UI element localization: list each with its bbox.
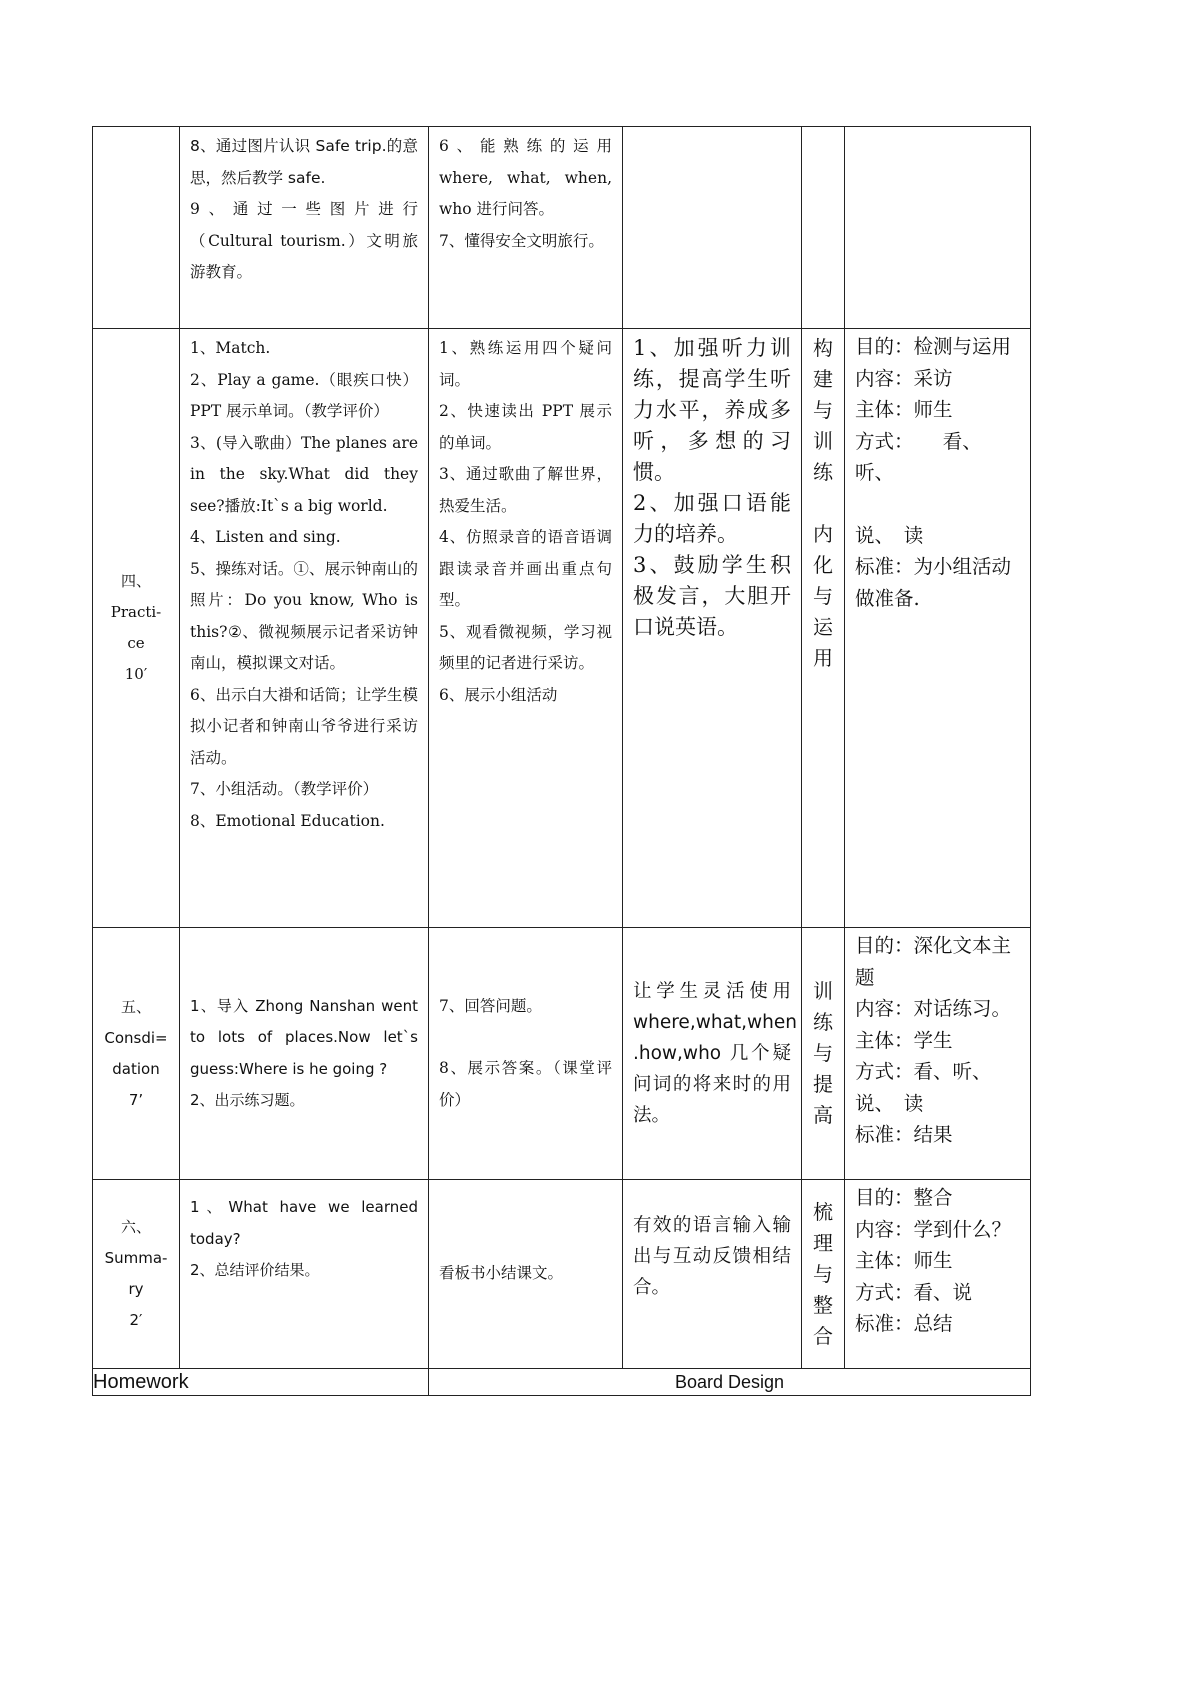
mode-spacer xyxy=(802,488,844,519)
criteria-item: 方式： 看、听、 xyxy=(855,429,982,484)
mode-char: 梳 xyxy=(813,1199,833,1224)
mode-char: 与 xyxy=(813,1041,833,1065)
stage-name: Summa- xyxy=(104,1249,168,1267)
criteria-item: 标准：为小组活动做准备. xyxy=(855,555,1012,610)
lesson-plan-table xyxy=(92,126,1031,1396)
student-item: 4、仿照录音的语音语调跟读录音并画出重点句型。 xyxy=(439,528,612,609)
mode-char: 内 xyxy=(813,522,833,546)
stage-cell xyxy=(93,127,180,329)
table-row xyxy=(93,928,1031,1180)
board-design-header: Board Design xyxy=(429,1369,1031,1396)
procedure-item: 1、What have we learned today? xyxy=(190,1198,418,1248)
criteria-cell xyxy=(845,928,1031,1180)
table-row xyxy=(93,127,1031,329)
table-row xyxy=(93,329,1031,928)
table-row xyxy=(93,1369,1031,1396)
procedure-item: 1、导入 Zhong Nanshan went to lots of places.Now let`s guess:Where is he going ? xyxy=(190,996,418,1078)
student-activity-cell xyxy=(429,127,623,329)
student-item: 5、观看微视频，学习视频里的记者进行采访。 xyxy=(439,622,612,672)
criteria-item: 主体：师生 xyxy=(855,1249,953,1272)
teacher-procedure-cell xyxy=(180,928,429,1180)
criteria-item: 内容：学到什么？ xyxy=(855,1217,1012,1241)
procedure-item: 7、小组活动。（教学评价） xyxy=(190,780,379,798)
student-item: 6、展示小组活动 xyxy=(439,685,558,704)
stage-time: 7’ xyxy=(128,1090,144,1109)
criteria-item: 目的：深化文本主题 xyxy=(855,934,1012,989)
mode-char: 练 xyxy=(813,1010,833,1034)
stage-cell xyxy=(93,1180,180,1369)
table-row xyxy=(93,1180,1031,1369)
mode-char: 提 xyxy=(813,1072,833,1096)
goal-cell xyxy=(623,1180,802,1369)
student-activity-cell xyxy=(429,928,623,1180)
criteria-cell xyxy=(845,1180,1031,1369)
procedure-item: 2、出示练习题。 xyxy=(190,1091,305,1109)
mode-char: 训 xyxy=(813,429,833,453)
goal-item: 有效的语言输入输出与互动反馈相结合。 xyxy=(633,1215,791,1298)
stage-number: 四、 xyxy=(120,572,151,590)
criteria-item: 标准：结果 xyxy=(855,1123,953,1146)
student-activity-cell xyxy=(429,329,623,928)
student-item: 1、熟练运用四个疑问词。 xyxy=(439,339,612,389)
mode-char: 训 xyxy=(813,979,833,1003)
mode-char: 整 xyxy=(813,1292,833,1317)
stage-name-cont: ce xyxy=(127,634,145,652)
mode-cell xyxy=(802,1180,845,1369)
criteria-item: 目的：检测与运用 xyxy=(855,335,1012,358)
mode-cell xyxy=(802,127,845,329)
mode-char: 练 xyxy=(813,460,833,484)
goal-item: 2、加强口语能力的培养。 xyxy=(633,491,791,546)
stage-number: 六、 xyxy=(120,1218,151,1236)
homework-header: Homework xyxy=(93,1369,429,1396)
mode-char: 运 xyxy=(813,615,833,639)
procedure-item: 9、通过一些图片进行（Cultural tourism.）文明旅游教育。 xyxy=(190,200,418,281)
procedure-item: 3、(导入歌曲）The planes are in the sky.What did they see?播放:It`s a big world. xyxy=(190,433,418,515)
stage-name: Consdi= xyxy=(104,1028,168,1047)
procedure-item: 8、通过图片认识 Safe trip.的意思，然后教学 safe. xyxy=(190,137,418,187)
goal-item: 3、鼓励学生积极发言，大胆开口说英语。 xyxy=(633,553,791,639)
student-item: 3、通过歌曲了解世界，热爱生活。 xyxy=(439,465,612,515)
mode-cell xyxy=(802,329,845,928)
stage-time: 2′ xyxy=(129,1311,143,1329)
mode-char: 与 xyxy=(813,584,833,608)
procedure-item: 6、出示白大褂和话筒；让学生模拟小记者和钟南山爷爷进行采访活动。 xyxy=(190,685,418,767)
stage-number: 五、 xyxy=(120,997,151,1016)
stage-cell xyxy=(93,329,180,928)
criteria-cell xyxy=(845,127,1031,329)
procedure-item: 8、Emotional Education. xyxy=(190,811,385,830)
mode-char: 用 xyxy=(813,646,833,670)
procedure-item: 1、Match. xyxy=(190,339,271,357)
goal-cell xyxy=(623,127,802,329)
mode-char: 高 xyxy=(813,1103,833,1127)
stage-name: Practi- xyxy=(110,603,162,621)
student-item: 6、能熟练的运用 where, what, when, who 进行问答。 xyxy=(439,137,612,218)
student-activity-cell xyxy=(429,1180,623,1369)
mode-char: 与 xyxy=(813,1261,833,1286)
teacher-procedure-cell xyxy=(180,1180,429,1369)
teacher-procedure-cell xyxy=(180,329,429,928)
stage-cell xyxy=(93,928,180,1180)
mode-char: 与 xyxy=(813,398,833,422)
student-item: 2、快速读出 PPT 展示的单词。 xyxy=(439,402,612,452)
mode-char: 构 xyxy=(813,336,833,360)
criteria-item: 标准：总结 xyxy=(855,1312,953,1335)
procedure-item: 4、Listen and sing. xyxy=(190,528,341,546)
criteria-item: 说、 读 xyxy=(855,523,924,547)
stage-name-cont: ry xyxy=(128,1280,144,1298)
criteria-item: 内容：对话练习。 xyxy=(855,997,1012,1020)
criteria-item: 方式：看、说 xyxy=(855,1280,973,1304)
mode-char: 理 xyxy=(813,1230,833,1255)
criteria-item: 主体：师生 xyxy=(855,398,953,421)
stage-time: 10′ xyxy=(124,665,148,683)
goal-cell xyxy=(623,928,802,1180)
goal-item: 1、加强听力训练，提高学生听力水平，养成多听，多想的习惯。 xyxy=(633,336,791,484)
criteria-item: 方式：看、听、说、 读 xyxy=(855,1060,992,1115)
student-item: 看板书小结课文。 xyxy=(439,1264,564,1283)
goal-cell xyxy=(623,329,802,928)
criteria-item: 目的：整合 xyxy=(855,1186,953,1209)
criteria-spacer xyxy=(855,489,1020,520)
mode-char: 建 xyxy=(813,367,833,391)
mode-cell xyxy=(802,928,845,1180)
student-item: 7、回答问题。 xyxy=(439,996,542,1015)
teacher-procedure-cell xyxy=(180,127,429,329)
criteria-item: 内容：采访 xyxy=(855,366,953,390)
criteria-item: 主体：学生 xyxy=(855,1028,953,1052)
procedure-item: 2、Play a game.（眼疾口快）PPT 展示单词。（教学评价） xyxy=(190,370,418,420)
student-item: 8、展示答案。（课堂评价） xyxy=(439,1059,612,1109)
goal-item: 让学生灵活使用 where,what,when .how,who 几个疑问词的将来时的用法。 xyxy=(633,981,797,1126)
student-spacer xyxy=(439,1022,612,1053)
criteria-cell xyxy=(845,329,1031,928)
student-item: 7、懂得安全文明旅行。 xyxy=(439,231,604,250)
mode-char: 合 xyxy=(813,1323,833,1348)
procedure-item: 5、操练对话。①、展示钟南山的照片：Do you know, Who is this?②、微视频展示记者采访钟南山，模拟课文对话。 xyxy=(190,559,418,672)
mode-char: 化 xyxy=(813,553,833,577)
stage-name-cont: dation xyxy=(112,1059,160,1078)
procedure-item: 2、总结评价结果。 xyxy=(190,1261,320,1279)
